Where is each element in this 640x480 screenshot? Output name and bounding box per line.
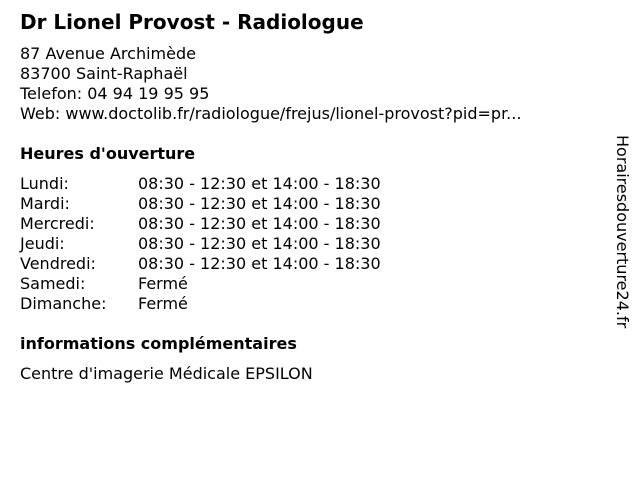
info-heading: informations complémentaires xyxy=(20,334,297,353)
page-title: Dr Lionel Provost - Radiologue xyxy=(20,10,364,34)
day-label: Mardi: xyxy=(20,194,70,213)
website-link[interactable]: Web: www.doctolib.fr/radiologue/frejus/lionel-provost?pid=pr... xyxy=(20,104,522,123)
time-value: 08:30 - 12:30 et 14:00 - 18:30 xyxy=(138,214,381,233)
city-address: 83700 Saint-Raphaël xyxy=(20,64,188,83)
time-value: Fermé xyxy=(138,274,188,293)
site-watermark: Horairesdouverture24.fr xyxy=(613,135,632,329)
phone-number: Telefon: 04 94 19 95 95 xyxy=(20,84,210,103)
street-address: 87 Avenue Archimède xyxy=(20,44,196,63)
hours-row-jeudi xyxy=(20,234,381,254)
hours-row-lundi xyxy=(20,174,381,194)
address-block xyxy=(20,44,521,124)
hours-row-dimanche xyxy=(20,294,381,314)
day-label: Dimanche: xyxy=(20,294,107,313)
hours-heading: Heures d'ouverture xyxy=(20,144,196,163)
time-value: 08:30 - 12:30 et 14:00 - 18:30 xyxy=(138,194,381,213)
time-value: 08:30 - 12:30 et 14:00 - 18:30 xyxy=(138,254,381,273)
hours-row-mercredi xyxy=(20,214,381,234)
time-value: 08:30 - 12:30 et 14:00 - 18:30 xyxy=(138,234,381,253)
day-label: Vendredi: xyxy=(20,254,96,273)
info-text: Centre d'imagerie Médicale EPSILON xyxy=(20,364,313,383)
hours-row-samedi xyxy=(20,274,381,294)
day-label: Jeudi: xyxy=(20,234,65,253)
opening-hours-table xyxy=(20,174,381,314)
day-label: Lundi: xyxy=(20,174,69,193)
time-value: Fermé xyxy=(138,294,188,313)
day-label: Samedi: xyxy=(20,274,86,293)
time-value: 08:30 - 12:30 et 14:00 - 18:30 xyxy=(138,174,381,193)
hours-row-mardi xyxy=(20,194,381,214)
hours-row-vendredi xyxy=(20,254,381,274)
day-label: Mercredi: xyxy=(20,214,95,233)
